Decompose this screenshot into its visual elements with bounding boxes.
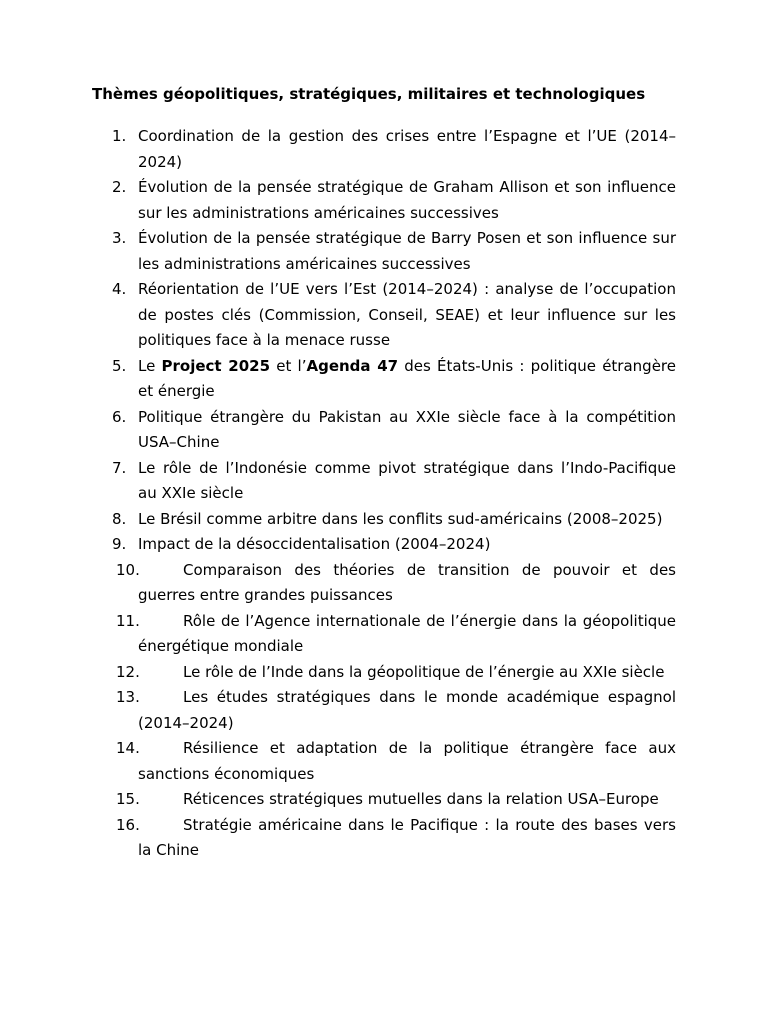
list-item xyxy=(112,354,676,405)
list-item-number: 7. xyxy=(112,458,127,477)
list-item-number: 6. xyxy=(112,407,127,426)
project-2025-emphasis: Project 2025 xyxy=(161,356,271,375)
list-item-text-part: et l’ xyxy=(270,356,307,375)
list-item xyxy=(112,507,676,533)
list-item-number: 15. xyxy=(116,790,140,808)
list-item-number: 9. xyxy=(112,535,127,553)
list-item-text: Comparaison des théories de transition de pouvoir et des guerres entre grandes puissances xyxy=(138,560,676,604)
list-item xyxy=(112,456,676,507)
list-item xyxy=(112,609,676,660)
list-item xyxy=(112,813,676,864)
list-item-text: Le rôle de l’Inde dans la géopolitique de l’énergie au XXIe siècle xyxy=(183,662,665,681)
list-item-number: 2. xyxy=(112,178,127,196)
list-item-text: Résilience et adaptation de la politique étrangère face aux sanctions économiques xyxy=(138,739,676,783)
list-item-number: 3. xyxy=(112,229,127,247)
list-item-number: 11. xyxy=(116,611,140,630)
list-item xyxy=(112,124,676,175)
agenda-47-emphasis: Agenda 47 xyxy=(306,356,399,375)
list-item-text-part: Le xyxy=(138,356,162,375)
list-item-text: Coordination de la gestion des crises entre l’Espagne et l’UE (2014–2024) xyxy=(138,127,676,171)
document-title: Thèmes géopolitiques, stratégiques, militaires et technologiques xyxy=(92,85,646,103)
list-item-text-part: des États-Unis : politique étrangère et énergie xyxy=(138,356,676,400)
list-item xyxy=(112,532,676,558)
list-item xyxy=(112,685,676,736)
list-item xyxy=(112,277,676,354)
list-item xyxy=(112,660,676,686)
list-item-text: Évolution de la pensée stratégique de Barry Posen et son influence sur les administrations américaines successives xyxy=(138,229,676,273)
list-item-number: 14. xyxy=(116,739,140,757)
list-item-text: Stratégie américaine dans le Pacifique : la route des bases vers la Chine xyxy=(138,815,676,859)
list-item xyxy=(112,226,676,277)
list-item-number: 12. xyxy=(116,662,140,681)
list-item xyxy=(112,405,676,456)
list-item xyxy=(112,558,676,609)
list-item-number: 1. xyxy=(112,127,127,145)
list-item-number: 8. xyxy=(112,509,127,528)
list-item-number: 5. xyxy=(112,356,127,375)
list-item-text: Réorientation de l’UE vers l’Est (2014–2024) : analyse de l’occupation de postes clés (Commission, Conseil, SEAE) et leur influence sur les politiques face à la menace russe xyxy=(138,280,676,349)
list-item-number: 4. xyxy=(112,280,127,298)
list-item-text: Évolution de la pensée stratégique de Graham Allison et son influence sur les administrations américaines successives xyxy=(138,178,676,222)
list-item-text: Politique étrangère du Pakistan au XXIe siècle face à la compétition USA–Chine xyxy=(138,407,676,451)
topic-list xyxy=(112,124,676,864)
list-item xyxy=(112,736,676,787)
list-item-number: 16. xyxy=(116,815,140,834)
list-item-number: 13. xyxy=(116,688,140,706)
list-item-text: Réticences stratégiques mutuelles dans la relation USA–Europe xyxy=(183,790,659,808)
list-item-text: Le rôle de l’Indonésie comme pivot stratégique dans l’Indo-Pacifique au XXIe siècle xyxy=(138,458,676,502)
list-item-text: Rôle de l’Agence internationale de l’énergie dans la géopolitique énergétique mondiale xyxy=(138,611,676,655)
list-item xyxy=(112,787,676,813)
list-item-text: Le Brésil comme arbitre dans les conflits sud-américains (2008–2025) xyxy=(138,509,663,528)
list-item xyxy=(112,175,676,226)
list-item-text: Les études stratégiques dans le monde académique espagnol (2014–2024) xyxy=(138,688,676,732)
list-item-text: Impact de la désoccidentalisation (2004–2024) xyxy=(138,535,491,553)
list-item-number: 10. xyxy=(116,560,140,579)
